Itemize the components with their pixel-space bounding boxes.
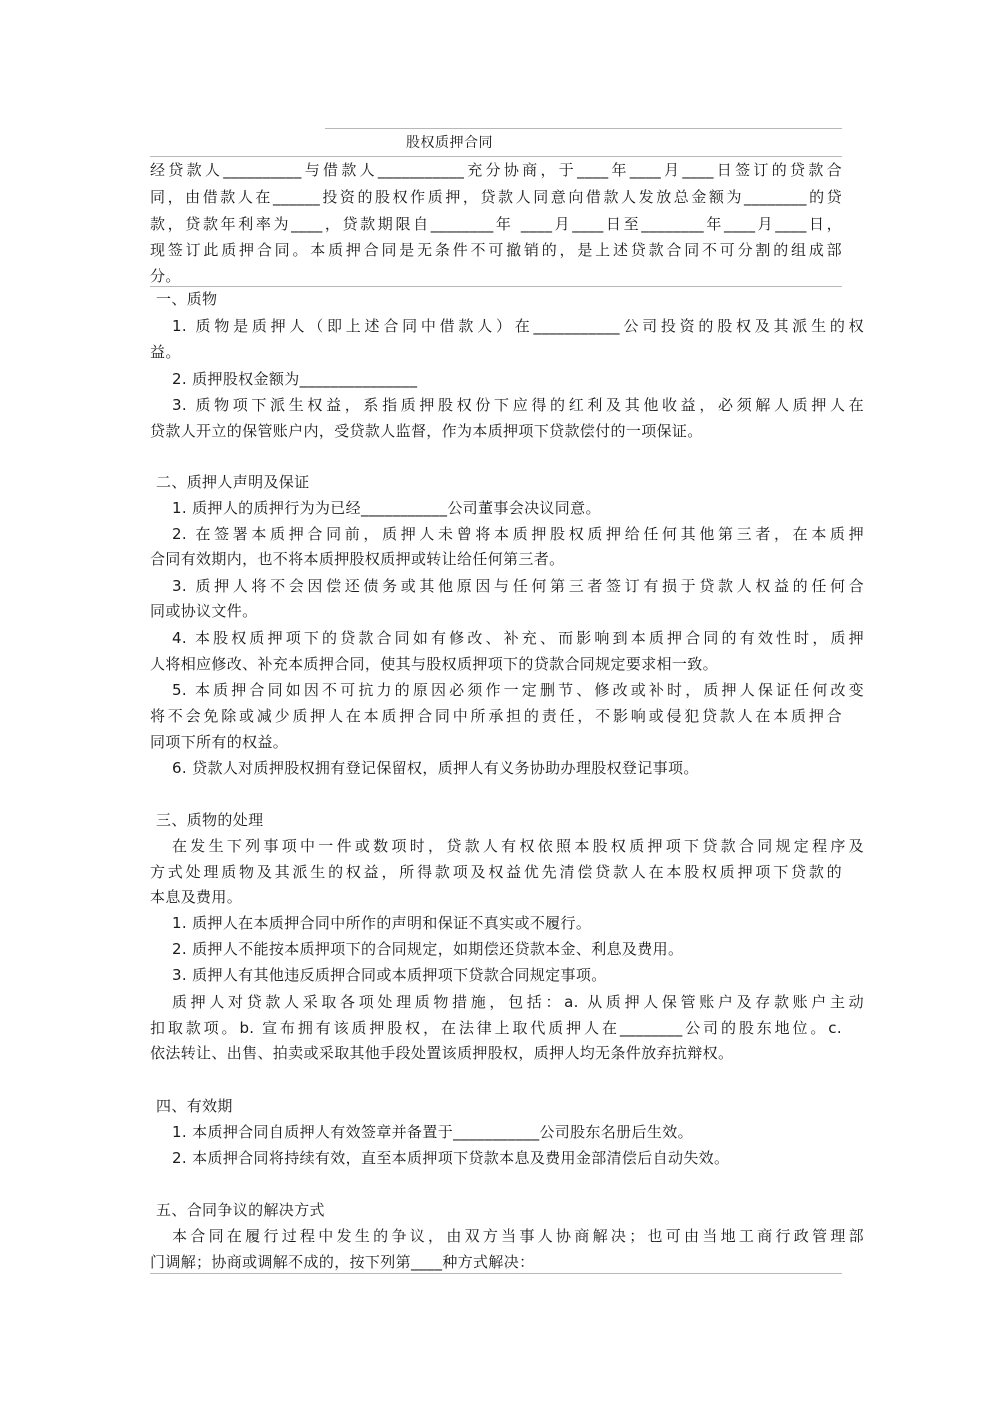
intro-line: 分。 <box>150 267 181 285</box>
section-heading: 四、有效期 <box>156 1097 233 1115</box>
clause-line: 2. 质押人不能按本质押项下的合同规定，如期偿还贷款本金、利息及费用。 <box>172 940 684 958</box>
clause-line: 人将相应修改、补充本质押合同，使其与股权质押项下的贷款合同规定要求相一致。 <box>150 655 718 673</box>
clause-line: 2. 本质押合同将持续有效，直至本质押项下贷款本息及费用金部清偿后自动失效。 <box>172 1149 730 1167</box>
clause-line: 益。 <box>150 343 181 361</box>
clause-line: 6. 贷款人对质押股权拥有登记保留权，质押人有义务协助办理股权登记事项。 <box>172 759 699 777</box>
clause-line: 扣取款项。b. 宣布拥有该质押股权，在法律上取代质押人在________公司的股东地位。c. <box>150 1019 842 1037</box>
clause-line: 本合同在履行过程中发生的争议，由双方当事人协商解决；也可由当地工商行政管理部 <box>172 1227 864 1245</box>
intro-line: 款，贷款年利率为____，贷款期限自________年 ____月____日至________年____月____日， <box>150 215 842 233</box>
top-rule <box>325 128 842 129</box>
section-heading: 一、质物 <box>156 290 218 308</box>
intro-line: 经贷款人__________与借款人___________充分协商，于____年____月____日签订的贷款合 <box>150 161 842 179</box>
clause-line: 同或协议文件。 <box>150 602 258 620</box>
clause-line: 3. 质押人将不会因偿还债务或其他原因与任何第三者签订有损于贷款人权益的任何合 <box>172 577 864 595</box>
section-heading: 二、质押人声明及保证 <box>156 473 310 491</box>
document-title: 股权质押合同 <box>406 135 493 151</box>
clause-line: 4. 本股权质押项下的贷款合同如有修改、补充、而影响到本质押合同的有效性时，质押 <box>172 629 864 647</box>
divider-rule <box>150 156 842 157</box>
bottom-rule <box>150 1273 842 1274</box>
clause-line: 2. 质押股权金额为_______________ <box>172 370 418 388</box>
clause-line: 本息及费用。 <box>150 888 243 906</box>
clause-line: 在发生下列事项中一件或数项时，贷款人有权依照本股权质押项下贷款合同规定程序及 <box>172 837 864 855</box>
clause-line: 1. 质押人在本质押合同中所作的声明和保证不真实或不履行。 <box>172 914 592 932</box>
clause-line: 1. 质押人的质押行为为已经___________公司董事会决议同意。 <box>172 499 601 517</box>
clause-line: 将不会免除或减少质押人在本质押合同中所承担的责任，不影响或侵犯贷款人在本质押合 <box>150 707 842 725</box>
clause-line: 1. 质物是质押人（即上述合同中借款人）在___________公司投资的股权及其派生的权 <box>172 317 864 335</box>
section-heading: 五、合同争议的解决方式 <box>156 1201 325 1219</box>
clause-line: 1. 本质押合同自质押人有效签章并备置于___________公司股东名册后生效。 <box>172 1123 693 1141</box>
clause-line: 5. 本质押合同如因不可抗力的原因必须作一定删节、修改或补时，质押人保证任何改变 <box>172 681 864 699</box>
intro-line: 同，由借款人在______投资的股权作质押，贷款人同意向借款人发放总金额为________的贷 <box>150 188 842 206</box>
clause-line: 依法转让、出售、拍卖或采取其他手段处置该质押股权，质押人均无条件放弃抗辩权。 <box>150 1044 734 1062</box>
section-heading: 三、质物的处理 <box>156 811 264 829</box>
clause-line: 同项下所有的权益。 <box>150 733 289 751</box>
intro-line: 现签订此质押合同。本质押合同是无条件不可撤销的，是上述贷款合同不可分割的组成部 <box>150 241 842 259</box>
clause-line: 合同有效期内，也不将本质押股权质押或转让给任何第三者。 <box>150 550 565 568</box>
clause-line: 门调解；协商或调解不成的，按下列第____种方式解决： <box>150 1253 535 1271</box>
divider-rule <box>150 286 842 287</box>
clause-line: 3. 质物项下派生权益，系指质押股权份下应得的红利及其他收益，必须解人质押人在 <box>172 396 864 414</box>
clause-line: 3. 质押人有其他违反质押合同或本质押项下贷款合同规定事项。 <box>172 966 607 984</box>
clause-line: 2. 在签署本质押合同前，质押人未曾将本质押股权质押给任何其他第三者，在本质押 <box>172 525 864 543</box>
clause-line: 贷款人开立的保管账户内，受贷款人监督，作为本质押项下贷款偿付的一项保证。 <box>150 422 703 440</box>
clause-line: 质押人对贷款人采取各项处理质物措施，包括：a. 从质押人保管账户及存款账户主动 <box>172 993 864 1011</box>
clause-line: 方式处理质物及其派生的权益，所得款项及权益优先清偿贷款人在本股权质押项下贷款的 <box>150 863 842 881</box>
